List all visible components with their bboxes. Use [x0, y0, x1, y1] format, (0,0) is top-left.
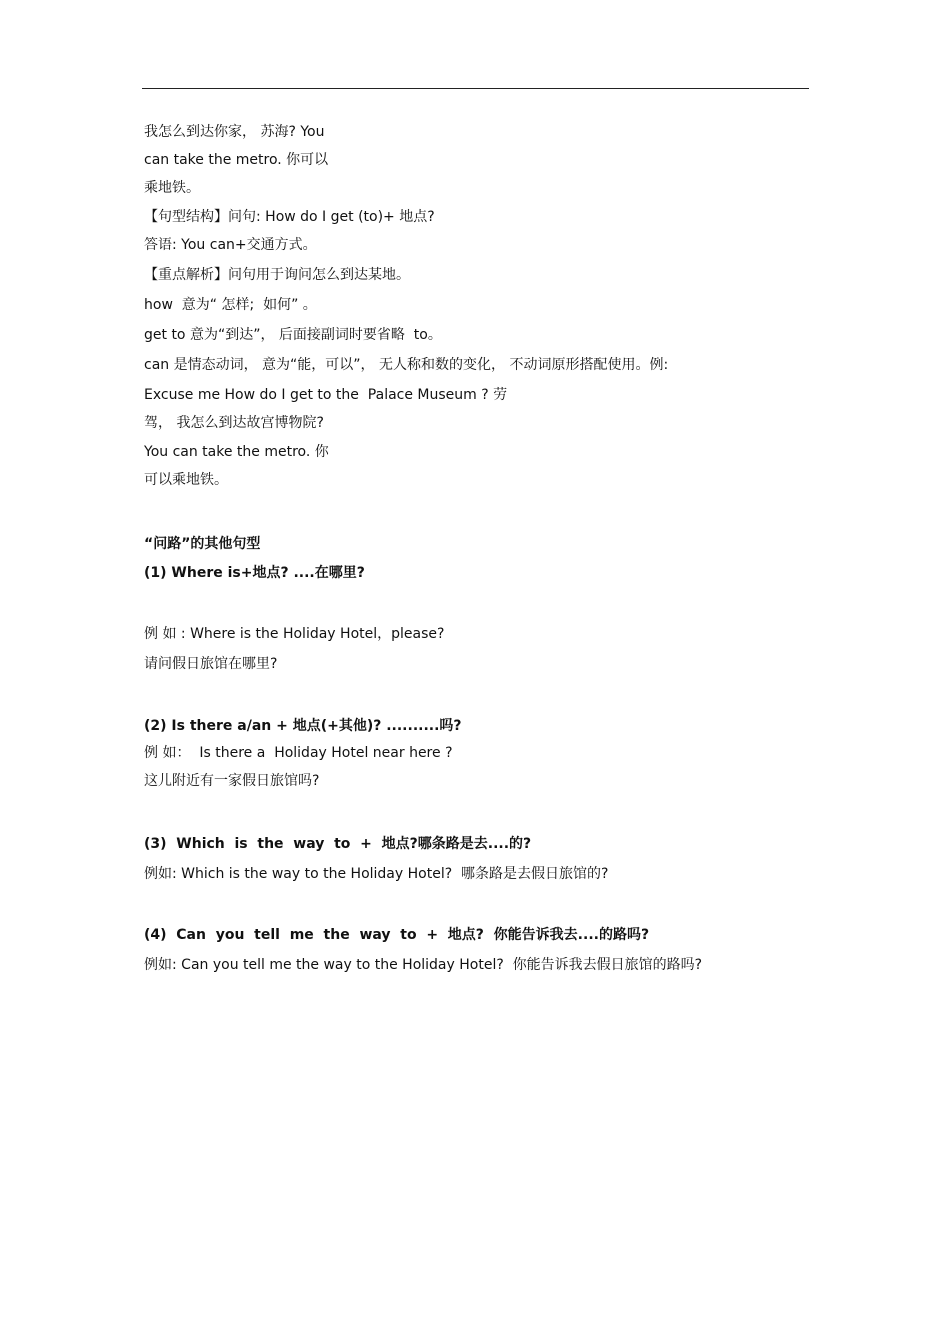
text-line: can take the metro. 你可以: [144, 152, 329, 168]
text-line: 答语: You can+交通方式。: [144, 237, 317, 253]
item-example: 例 如： Is there a Holiday Hotel near here ?: [144, 745, 453, 761]
text-line: 【句型结构】问句: How do I get (to)+ 地点?: [144, 209, 435, 225]
item-example: 例如: Which is the way to the Holiday Hotel? 哪条路是去假日旅馆的?: [144, 866, 609, 882]
text-line: get to 意为“到达”， 后面接副词时要省略 to。: [144, 327, 442, 343]
item-heading: (1) Where is+地点? ....在哪里?: [144, 565, 365, 581]
text-line: 可以乘地铁。: [144, 472, 228, 488]
item-translation: 请问假日旅馆在哪里?: [144, 656, 278, 672]
section-title: “问路”的其他句型: [144, 536, 261, 552]
text-line: Excuse me How do I get to the Palace Museum ? 劳: [144, 387, 508, 403]
item-heading: (4) Can you tell me the way to + 地点? 你能告诉我去....的路吗?: [144, 927, 650, 943]
text-line: how 意为“ 怎样; 如何” 。: [144, 297, 317, 313]
text-line: 【重点解析】问句用于询问怎么到达某地。: [144, 267, 410, 283]
item-heading: (2) Is there a/an + 地点(+其他)? ..........吗?: [144, 718, 462, 734]
header-rule: [142, 88, 809, 89]
text-line: 驾， 我怎么到达故宫博物院?: [144, 415, 324, 431]
text-line: can 是情态动词， 意为“能，可以”， 无人称和数的变化， 不动词原形搭配使用。例:: [144, 357, 669, 373]
item-example: 例如: Can you tell me the way to the Holiday Hotel? 你能告诉我去假日旅馆的路吗?: [144, 957, 703, 973]
text-line: You can take the metro. 你: [144, 444, 329, 460]
item-heading: (3) Which is the way to + 地点?哪条路是去....的?: [144, 836, 532, 852]
item-translation: 这儿附近有一家假日旅馆吗?: [144, 773, 320, 789]
text-line: 我怎么到达你家， 苏海? You: [144, 124, 325, 140]
text-line: 乘地铁。: [144, 180, 200, 196]
item-example: 例 如 : Where is the Holiday Hotel，please?: [144, 626, 445, 642]
